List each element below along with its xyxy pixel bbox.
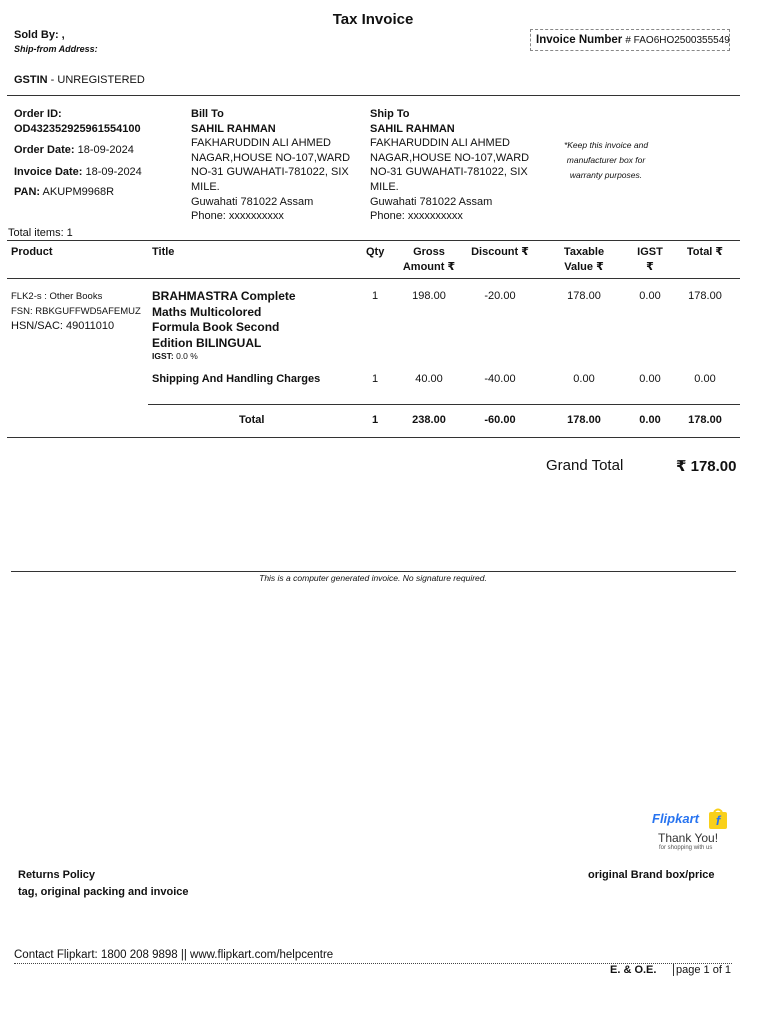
bill-to-city: Guwahati 781022 Assam bbox=[191, 195, 314, 208]
bill-to-address-line: NAGAR,HOUSE NO-107,WARD bbox=[191, 151, 351, 164]
order-info bbox=[14, 107, 142, 200]
total-items: Total items: 1 bbox=[8, 227, 73, 239]
warranty-note bbox=[550, 138, 662, 183]
header-product: Product bbox=[11, 246, 53, 258]
ship-to-phone: Phone: xxxxxxxxxx bbox=[370, 210, 463, 223]
flipkart-bag-icon bbox=[708, 808, 728, 830]
invoice-number-value: # FAO6HO2500355549 bbox=[625, 35, 730, 46]
shipping-total: 0.00 bbox=[694, 373, 716, 385]
product-title bbox=[152, 289, 322, 351]
bill-to-name: SAHIL RAHMAN bbox=[191, 122, 276, 135]
shipping-title: Shipping And Handling Charges bbox=[152, 373, 321, 385]
svg-text:f: f bbox=[715, 813, 721, 828]
header-taxable-line: Taxable bbox=[563, 246, 605, 258]
invoice-number-label: Invoice Number bbox=[536, 34, 623, 46]
shipping-discount: -40.00 bbox=[484, 373, 516, 385]
ship-to-address-line: NO-31 GUWAHATI-781022, SIX bbox=[370, 166, 528, 179]
product-title-line: BRAHMASTRA Complete bbox=[152, 289, 296, 303]
warranty-note-line: *Keep this invoice and bbox=[563, 140, 649, 150]
order-date bbox=[14, 143, 142, 158]
order-id-label: Order ID: bbox=[14, 108, 62, 120]
product-discount: -20.00 bbox=[484, 290, 516, 302]
ship-to-address-line: FAKHARUDDIN ALI AHMED bbox=[370, 137, 510, 150]
ship-to-label: Ship To bbox=[370, 108, 410, 120]
header-taxable-value bbox=[556, 245, 612, 275]
header-divider bbox=[7, 95, 740, 96]
errors-omissions: E. & O.E. bbox=[610, 964, 657, 976]
order-date-label: Order Date: bbox=[14, 144, 75, 157]
totals-total: 178.00 bbox=[688, 414, 722, 426]
table-header-divider bbox=[7, 278, 740, 279]
header-taxable-line: Value ₹ bbox=[564, 261, 604, 273]
header-gross-line: Gross bbox=[413, 246, 445, 258]
totals-taxable: 178.00 bbox=[567, 414, 601, 426]
pan bbox=[14, 185, 142, 200]
invoice-number-box bbox=[530, 29, 730, 51]
flipkart-wordmark: Flipkart bbox=[652, 811, 699, 826]
bill-to bbox=[191, 107, 350, 224]
header-title: Title bbox=[152, 246, 175, 258]
product-title-line: Maths Multicolored bbox=[152, 304, 262, 319]
warranty-note-line: warranty purposes. bbox=[569, 170, 643, 180]
table-bottom-divider bbox=[7, 437, 740, 438]
grand-total-label: Grand Total bbox=[546, 457, 624, 474]
shipping-taxable: 0.00 bbox=[573, 373, 595, 385]
shipping-qty: 1 bbox=[371, 373, 379, 385]
product-info bbox=[11, 290, 141, 334]
bill-to-address-line: FAKHARUDDIN ALI AHMED bbox=[191, 137, 331, 150]
ship-from-address: Ship-from Address: bbox=[14, 44, 98, 54]
invoice-date bbox=[14, 165, 142, 180]
invoice-title: Tax Invoice bbox=[332, 11, 414, 28]
flipkart-logo bbox=[650, 808, 730, 856]
bill-to-phone: Phone: xxxxxxxxxx bbox=[191, 210, 284, 223]
product-taxable: 178.00 bbox=[567, 290, 601, 302]
returns-policy-line: tag, original packing and invoice bbox=[18, 886, 189, 898]
contact-info: Contact Flipkart: 1800 208 9898 || www.flipkart.com/helpcentre bbox=[14, 949, 334, 961]
thank-you-text: Thank You! bbox=[658, 831, 719, 845]
page-number: page 1 of 1 bbox=[673, 964, 731, 976]
bill-to-address-line: MILE. bbox=[191, 180, 220, 193]
pan-label: PAN: bbox=[14, 186, 41, 199]
computer-generated-note: This is a computer generated invoice. No signature required. bbox=[259, 573, 487, 583]
order-id-value: OD432352925961554100 bbox=[14, 122, 141, 135]
totals-discount: -60.00 bbox=[484, 414, 516, 426]
returns-policy-title: Returns Policy bbox=[18, 869, 96, 881]
shipping-gross: 40.00 bbox=[415, 373, 443, 385]
table-top-divider bbox=[7, 240, 740, 241]
product-igst: 0.00 bbox=[639, 290, 661, 302]
ship-to-address-line: MILE. bbox=[370, 180, 399, 193]
grand-total-value: ₹ 178.00 bbox=[676, 458, 737, 475]
bill-to-label: Bill To bbox=[191, 108, 224, 120]
totals-label: Total bbox=[239, 414, 265, 426]
totals-divider bbox=[148, 404, 740, 405]
totals-igst: 0.00 bbox=[639, 414, 661, 426]
pan-value: AKUPM9968R bbox=[40, 186, 115, 199]
shipping-igst: 0.00 bbox=[639, 373, 661, 385]
ship-to-address-line: NAGAR,HOUSE NO-107,WARD bbox=[370, 151, 530, 164]
product-hsn: HSN/SAC: 49011010 bbox=[11, 320, 115, 332]
product-total: 178.00 bbox=[688, 290, 722, 302]
totals-qty: 1 bbox=[371, 414, 379, 426]
invoice-date-label: Invoice Date: bbox=[14, 165, 83, 178]
header-gross-line: Amount ₹ bbox=[402, 261, 456, 273]
product-fsn: FSN: RBKGUFFWD5AFEMUZ bbox=[11, 305, 141, 317]
warranty-note-line: manufacturer box for bbox=[566, 155, 646, 165]
thank-you-tagline: for shopping with us bbox=[659, 845, 713, 851]
totals-gross: 238.00 bbox=[412, 414, 446, 426]
header-igst-line: ₹ bbox=[646, 261, 654, 273]
gstin-label: GSTIN bbox=[14, 74, 48, 86]
ship-to bbox=[370, 107, 529, 224]
gstin-value: - UNREGISTERED bbox=[47, 74, 145, 86]
gstin bbox=[14, 74, 145, 86]
signature-divider bbox=[11, 571, 736, 572]
product-gross: 198.00 bbox=[412, 290, 446, 302]
product-title-line: Formula Book Second bbox=[152, 320, 280, 334]
bill-to-address-line: NO-31 GUWAHATI-781022, SIX bbox=[191, 166, 349, 179]
invoice-date-value: 18-09-2024 bbox=[82, 165, 142, 178]
product-igst-rate bbox=[152, 351, 198, 361]
header-discount: Discount ₹ bbox=[471, 246, 529, 258]
header-igst-line: IGST bbox=[637, 246, 663, 258]
product-igst-label: IGST: bbox=[152, 351, 174, 361]
header-igst bbox=[630, 245, 670, 275]
header-gross-amount bbox=[400, 245, 458, 275]
returns-policy-right: original Brand box/price bbox=[588, 869, 715, 881]
product-title-line: Edition BILINGUAL bbox=[152, 335, 262, 350]
product-category: FLK2-s : Other Books bbox=[11, 291, 103, 302]
ship-to-name: SAHIL RAHMAN bbox=[370, 122, 455, 135]
order-date-value: 18-09-2024 bbox=[74, 144, 134, 157]
ship-to-city: Guwahati 781022 Assam bbox=[370, 195, 493, 208]
product-qty: 1 bbox=[371, 290, 379, 302]
header-qty: Qty bbox=[366, 246, 385, 258]
sold-by: Sold By: , bbox=[14, 29, 65, 41]
product-igst-value: 0.0 % bbox=[173, 351, 198, 361]
header-total: Total ₹ bbox=[686, 246, 724, 258]
